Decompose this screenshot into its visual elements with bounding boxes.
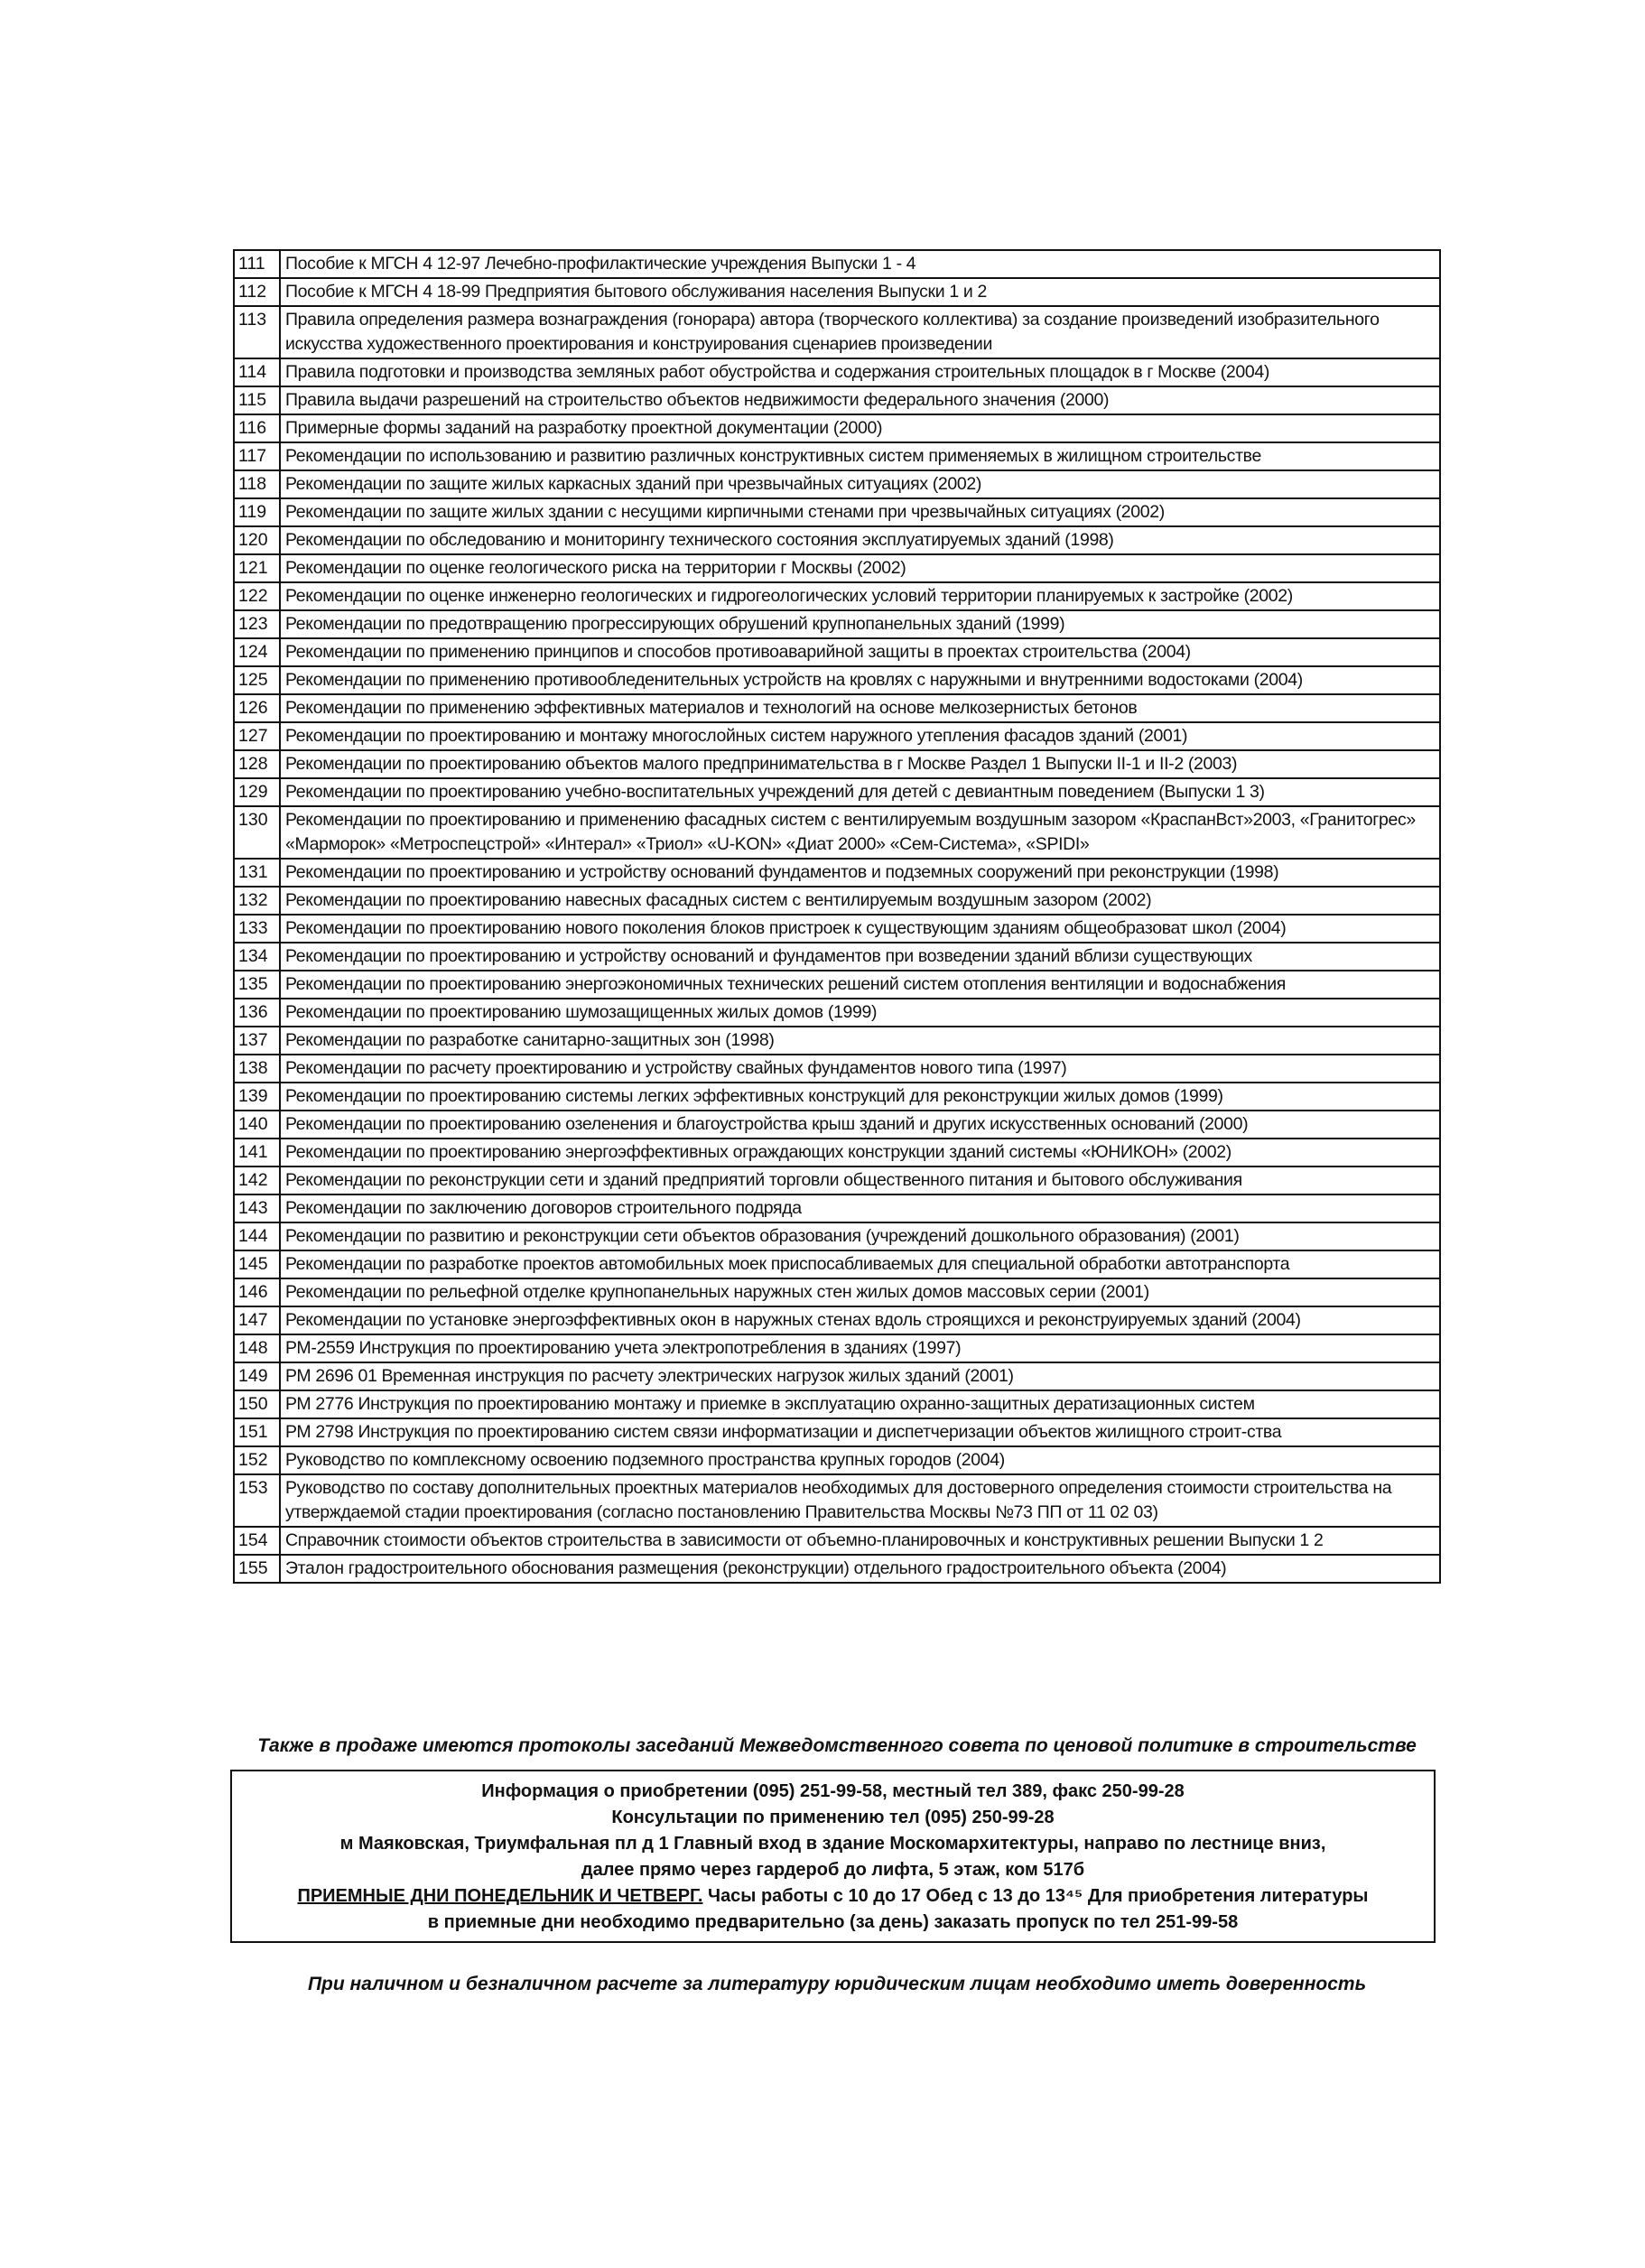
- row-title: Рекомендации по защите жилых здании с несущими кирпичными стенами при чрезвычайных ситуациях (2002): [280, 498, 1440, 526]
- row-title: Правила подготовки и производства земляных работ обустройства и содержания строительных площадок в г Москве (2004): [280, 358, 1440, 386]
- row-title: Правила выдачи разрешений на строительство объектов недвижимости федерального значения (2000): [280, 386, 1440, 414]
- row-number: 135: [234, 971, 280, 999]
- reception-days-line: [232, 1883, 1434, 1910]
- row-number: 119: [234, 498, 280, 526]
- row-number: 120: [234, 526, 280, 554]
- row-number: 151: [234, 1418, 280, 1446]
- row-title: Рекомендации по проектированию энергоэффективных ограждающих конструкции зданий системы «ЮНИКОН» (2002): [280, 1139, 1440, 1167]
- table-row: [234, 943, 1440, 971]
- table-row: [234, 610, 1440, 638]
- working-hours-text: Часы работы с 10 до 17 Обед с 13 до 13⁴⁵ Для приобретения литературы: [702, 1886, 1369, 1906]
- row-title: Пособие к МГСН 4 18-99 Предприятия бытового обслуживания населения Выпуски 1 и 2: [280, 278, 1440, 306]
- row-title: Рекомендации по проектированию учебно-воспитательных учреждений для детей с девиантным поведением (Выпуски 1 3): [280, 778, 1440, 806]
- row-number: 113: [234, 306, 280, 358]
- row-number: 122: [234, 582, 280, 610]
- table-row: [234, 278, 1440, 306]
- catalog-table: [233, 249, 1441, 1584]
- row-number: 130: [234, 806, 280, 859]
- row-title: Рекомендации по обследованию и мониторингу технического состояния эксплуатируемых зданий (1998): [280, 526, 1440, 554]
- row-title: Рекомендации по проектированию шумозащищенных жилых домов (1999): [280, 999, 1440, 1027]
- row-number: 134: [234, 943, 280, 971]
- row-title: Рекомендации по разработке санитарно-защитных зон (1998): [280, 1027, 1440, 1055]
- row-number: 127: [234, 722, 280, 750]
- row-title: Рекомендации по развитию и реконструкции сети объектов образования (учреждений дошкольного образования) (2001): [280, 1222, 1440, 1250]
- table-row: [234, 1139, 1440, 1167]
- row-number: 148: [234, 1334, 280, 1362]
- row-title: Рекомендации по расчету проектированию и устройству свайных фундаментов нового типа (1997): [280, 1055, 1440, 1083]
- row-title: Рекомендации по проектированию и устройству оснований фундаментов и подземных сооружений при реконструкции (1998): [280, 859, 1440, 887]
- row-number: 114: [234, 358, 280, 386]
- purchase-info-box: [230, 1770, 1436, 1943]
- protocols-note: Также в продаже имеются протоколы заседаний Межведомственного совета по ценовой политике в строительстве: [257, 1735, 1417, 1756]
- table-row: [234, 1027, 1440, 1055]
- table-row: [234, 915, 1440, 943]
- table-row: [234, 1222, 1440, 1250]
- table-row: [234, 358, 1440, 386]
- row-number: 131: [234, 859, 280, 887]
- table-row: [234, 971, 1440, 999]
- purchase-phone-line: Информация о приобретении (095) 251-99-58, местный тел 389, факс 250-99-28: [481, 1781, 1185, 1801]
- row-title: Рекомендации по проектированию и устройству оснований и фундаментов при возведении зданий вблизи существующих: [280, 943, 1440, 971]
- table-row: [234, 1474, 1440, 1527]
- pass-order-line: в приемные дни необходимо предварительно (за день) заказать пропуск по тел 251-99-58: [427, 1912, 1239, 1932]
- row-title: Рекомендации по оценке инженерно геологических и гидрогеологических условий территории планируемых к застройке (2002): [280, 582, 1440, 610]
- row-title: Рекомендации по заключению договоров строительного подряда: [280, 1194, 1440, 1222]
- table-row: [234, 1418, 1440, 1446]
- table-row: [234, 1555, 1440, 1583]
- row-title: Рекомендации по защите жилых каркасных зданий при чрезвычайных ситуациях (2002): [280, 470, 1440, 498]
- row-number: 147: [234, 1306, 280, 1334]
- table-row: [234, 1250, 1440, 1278]
- row-title: Рекомендации по проектированию нового поколения блоков пристроек к существующим зданиям общеобразоват школ (2004): [280, 915, 1440, 943]
- table-row: [234, 806, 1440, 859]
- row-number: 153: [234, 1474, 280, 1527]
- table-row: [234, 1055, 1440, 1083]
- row-title: Рекомендации по предотвращению прогрессирующих обрушений крупнопанельных зданий (1999): [280, 610, 1440, 638]
- consultation-phone-line: Консультации по применению тел (095) 250-99-28: [611, 1808, 1055, 1827]
- table-row: [234, 887, 1440, 915]
- row-title: Рекомендации по проектированию навесных фасадных систем с вентилируемым воздушным зазором (2002): [280, 887, 1440, 915]
- table-row: [234, 666, 1440, 694]
- table-row: [234, 1306, 1440, 1334]
- row-number: 142: [234, 1167, 280, 1194]
- row-number: 117: [234, 442, 280, 470]
- row-title: Руководство по комплексному освоению подземного пространства крупных городов (2004): [280, 1446, 1440, 1474]
- row-title: РМ 2696 01 Временная инструкция по расчету электрических нагрузок жилых зданий (2001): [280, 1362, 1440, 1390]
- table-row: [234, 1334, 1440, 1362]
- row-title: Рекомендации по проектированию и монтажу многослойных систем наружного утепления фасадов зданий (2001): [280, 722, 1440, 750]
- row-number: 143: [234, 1194, 280, 1222]
- row-title: Справочник стоимости объектов строительства в зависимости от объемно-планировочных и конструктивных решении Выпуски 1 2: [280, 1527, 1440, 1555]
- table-row: [234, 1446, 1440, 1474]
- row-number: 145: [234, 1250, 280, 1278]
- row-number: 118: [234, 470, 280, 498]
- row-title: Примерные формы заданий на разработку проектной документации (2000): [280, 414, 1440, 442]
- power-of-attorney-note: При наличном и безналичном расчете за литературу юридическим лицам необходимо иметь доверенность: [307, 1974, 1367, 1994]
- table-row: [234, 1111, 1440, 1139]
- row-title: Правила определения размера вознаграждения (гонорара) автора (творческого коллектива) за создание произведений изобразительного искусства художественного проектирования и конструирования сценариев произведении: [280, 306, 1440, 358]
- row-number: 126: [234, 694, 280, 722]
- row-number: 133: [234, 915, 280, 943]
- row-number: 138: [234, 1055, 280, 1083]
- table-row: [234, 1390, 1440, 1418]
- table-row: [234, 1194, 1440, 1222]
- row-title: Рекомендации по проектированию системы легких эффективных конструкций для реконструкции жилых домов (1999): [280, 1083, 1440, 1111]
- table-row: [234, 638, 1440, 666]
- row-title: Рекомендации по использованию и развитию различных конструктивных систем применяемых в жилищном строительстве: [280, 442, 1440, 470]
- row-number: 112: [234, 278, 280, 306]
- row-title: Пособие к МГСН 4 12-97 Лечебно-профилактические учреждения Выпуски 1 - 4: [280, 250, 1440, 278]
- row-title: Эталон градостроительного обоснования размещения (реконструкции) отдельного градостроительного объекта (2004): [280, 1555, 1440, 1583]
- directions-line: далее прямо через гардероб до лифта, 5 этаж, ком 517б: [581, 1860, 1085, 1880]
- table-row: [234, 1527, 1440, 1555]
- table-row: [234, 498, 1440, 526]
- row-number: 155: [234, 1555, 280, 1583]
- table-row: [234, 1278, 1440, 1306]
- row-title: Рекомендации по реконструкции сети и зданий предприятий торговли общественного питания и бытового обслуживания: [280, 1167, 1440, 1194]
- table-row: [234, 694, 1440, 722]
- row-title: Рекомендации по применению принципов и способов противоаварийной защиты в проектах строительства (2004): [280, 638, 1440, 666]
- row-number: 115: [234, 386, 280, 414]
- table-row: [234, 386, 1440, 414]
- row-number: 150: [234, 1390, 280, 1418]
- table-row: [234, 306, 1440, 358]
- table-row: [234, 1362, 1440, 1390]
- row-title: РМ 2798 Инструкция по проектированию систем связи информатизации и диспетчеризации объектов жилищного строит-ства: [280, 1418, 1440, 1446]
- table-row: [234, 750, 1440, 778]
- row-number: 121: [234, 554, 280, 582]
- row-number: 128: [234, 750, 280, 778]
- row-title: Руководство по составу дополнительных проектных материалов необходимых для достоверного определения стоимости строительства на утверждаемой стадии проектирования (согласно постановлению Правительства Москвы №73 ПП от 11 02 03): [280, 1474, 1440, 1527]
- row-number: 129: [234, 778, 280, 806]
- row-number: 111: [234, 250, 280, 278]
- table-row: [234, 250, 1440, 278]
- table-row: [234, 582, 1440, 610]
- table-row: [234, 526, 1440, 554]
- row-title: Рекомендации по проектированию объектов малого предпринимательства в г Москве Раздел 1 Выпуски II-1 и II-2 (2003): [280, 750, 1440, 778]
- row-title: Рекомендации по проектированию озеленения и благоустройства крыш зданий и других искусственных оснований (2000): [280, 1111, 1440, 1139]
- row-number: 125: [234, 666, 280, 694]
- row-number: 116: [234, 414, 280, 442]
- row-title: Рекомендации по разработке проектов автомобильных моек приспосабливаемых для специальной обработки автотранспорта: [280, 1250, 1440, 1278]
- reception-days-label: ПРИЕМНЫЕ ДНИ ПОНЕДЕЛЬНИК И ЧЕТВЕРГ.: [297, 1886, 703, 1906]
- row-number: 139: [234, 1083, 280, 1111]
- row-number: 136: [234, 999, 280, 1027]
- row-number: 140: [234, 1111, 280, 1139]
- row-number: 149: [234, 1362, 280, 1390]
- row-title: Рекомендации по установке энергоэффективных окон в наружных стенах вдоль строящихся и реконструируемых зданий (2004): [280, 1306, 1440, 1334]
- row-title: Рекомендации по проектированию и применению фасадных систем с вентилируемым воздушным зазором «КраспанВст»2003, «Гранитогрес» «Марморок» «Метроспецстрой» «Интерал» «Триол» «U-KON» «Диат 2000» «Сем-Система», «SPIDI»: [280, 806, 1440, 859]
- row-title: Рекомендации по применению противообледенительных устройств на кровлях с наружными и внутренними водостоками (2004): [280, 666, 1440, 694]
- row-title: Рекомендации по проектированию энергоэкономичных технических решений систем отопления вентиляции и водоснабжения: [280, 971, 1440, 999]
- row-number: 154: [234, 1527, 280, 1555]
- table-row: [234, 554, 1440, 582]
- row-number: 144: [234, 1222, 280, 1250]
- address-line: м Маяковская, Триумфальная пл д 1 Главный вход в здание Москомархитектуры, направо по лестнице вниз,: [339, 1834, 1326, 1854]
- row-title: РМ-2559 Инструкция по проектированию учета электропотребления в зданиях (1997): [280, 1334, 1440, 1362]
- table-row: [234, 859, 1440, 887]
- row-number: 124: [234, 638, 280, 666]
- table-row: [234, 999, 1440, 1027]
- catalog-body: [234, 250, 1440, 1583]
- table-row: [234, 1167, 1440, 1194]
- row-number: 152: [234, 1446, 280, 1474]
- row-number: 123: [234, 610, 280, 638]
- table-row: [234, 470, 1440, 498]
- row-title: Рекомендации по рельефной отделке крупнопанельных наружных стен жилых домов массовых серии (2001): [280, 1278, 1440, 1306]
- table-row: [234, 1083, 1440, 1111]
- table-row: [234, 414, 1440, 442]
- row-number: 141: [234, 1139, 280, 1167]
- row-number: 137: [234, 1027, 280, 1055]
- table-row: [234, 778, 1440, 806]
- table-row: [234, 722, 1440, 750]
- row-title: Рекомендации по применению эффективных материалов и технологий на основе мелкозернистых бетонов: [280, 694, 1440, 722]
- row-number: 146: [234, 1278, 280, 1306]
- row-title: Рекомендации по оценке геологического риска на территории г Москвы (2002): [280, 554, 1440, 582]
- row-title: РМ 2776 Инструкция по проектированию монтажу и приемке в эксплуатацию охранно-защитных дератизационных систем: [280, 1390, 1440, 1418]
- row-number: 132: [234, 887, 280, 915]
- table-row: [234, 442, 1440, 470]
